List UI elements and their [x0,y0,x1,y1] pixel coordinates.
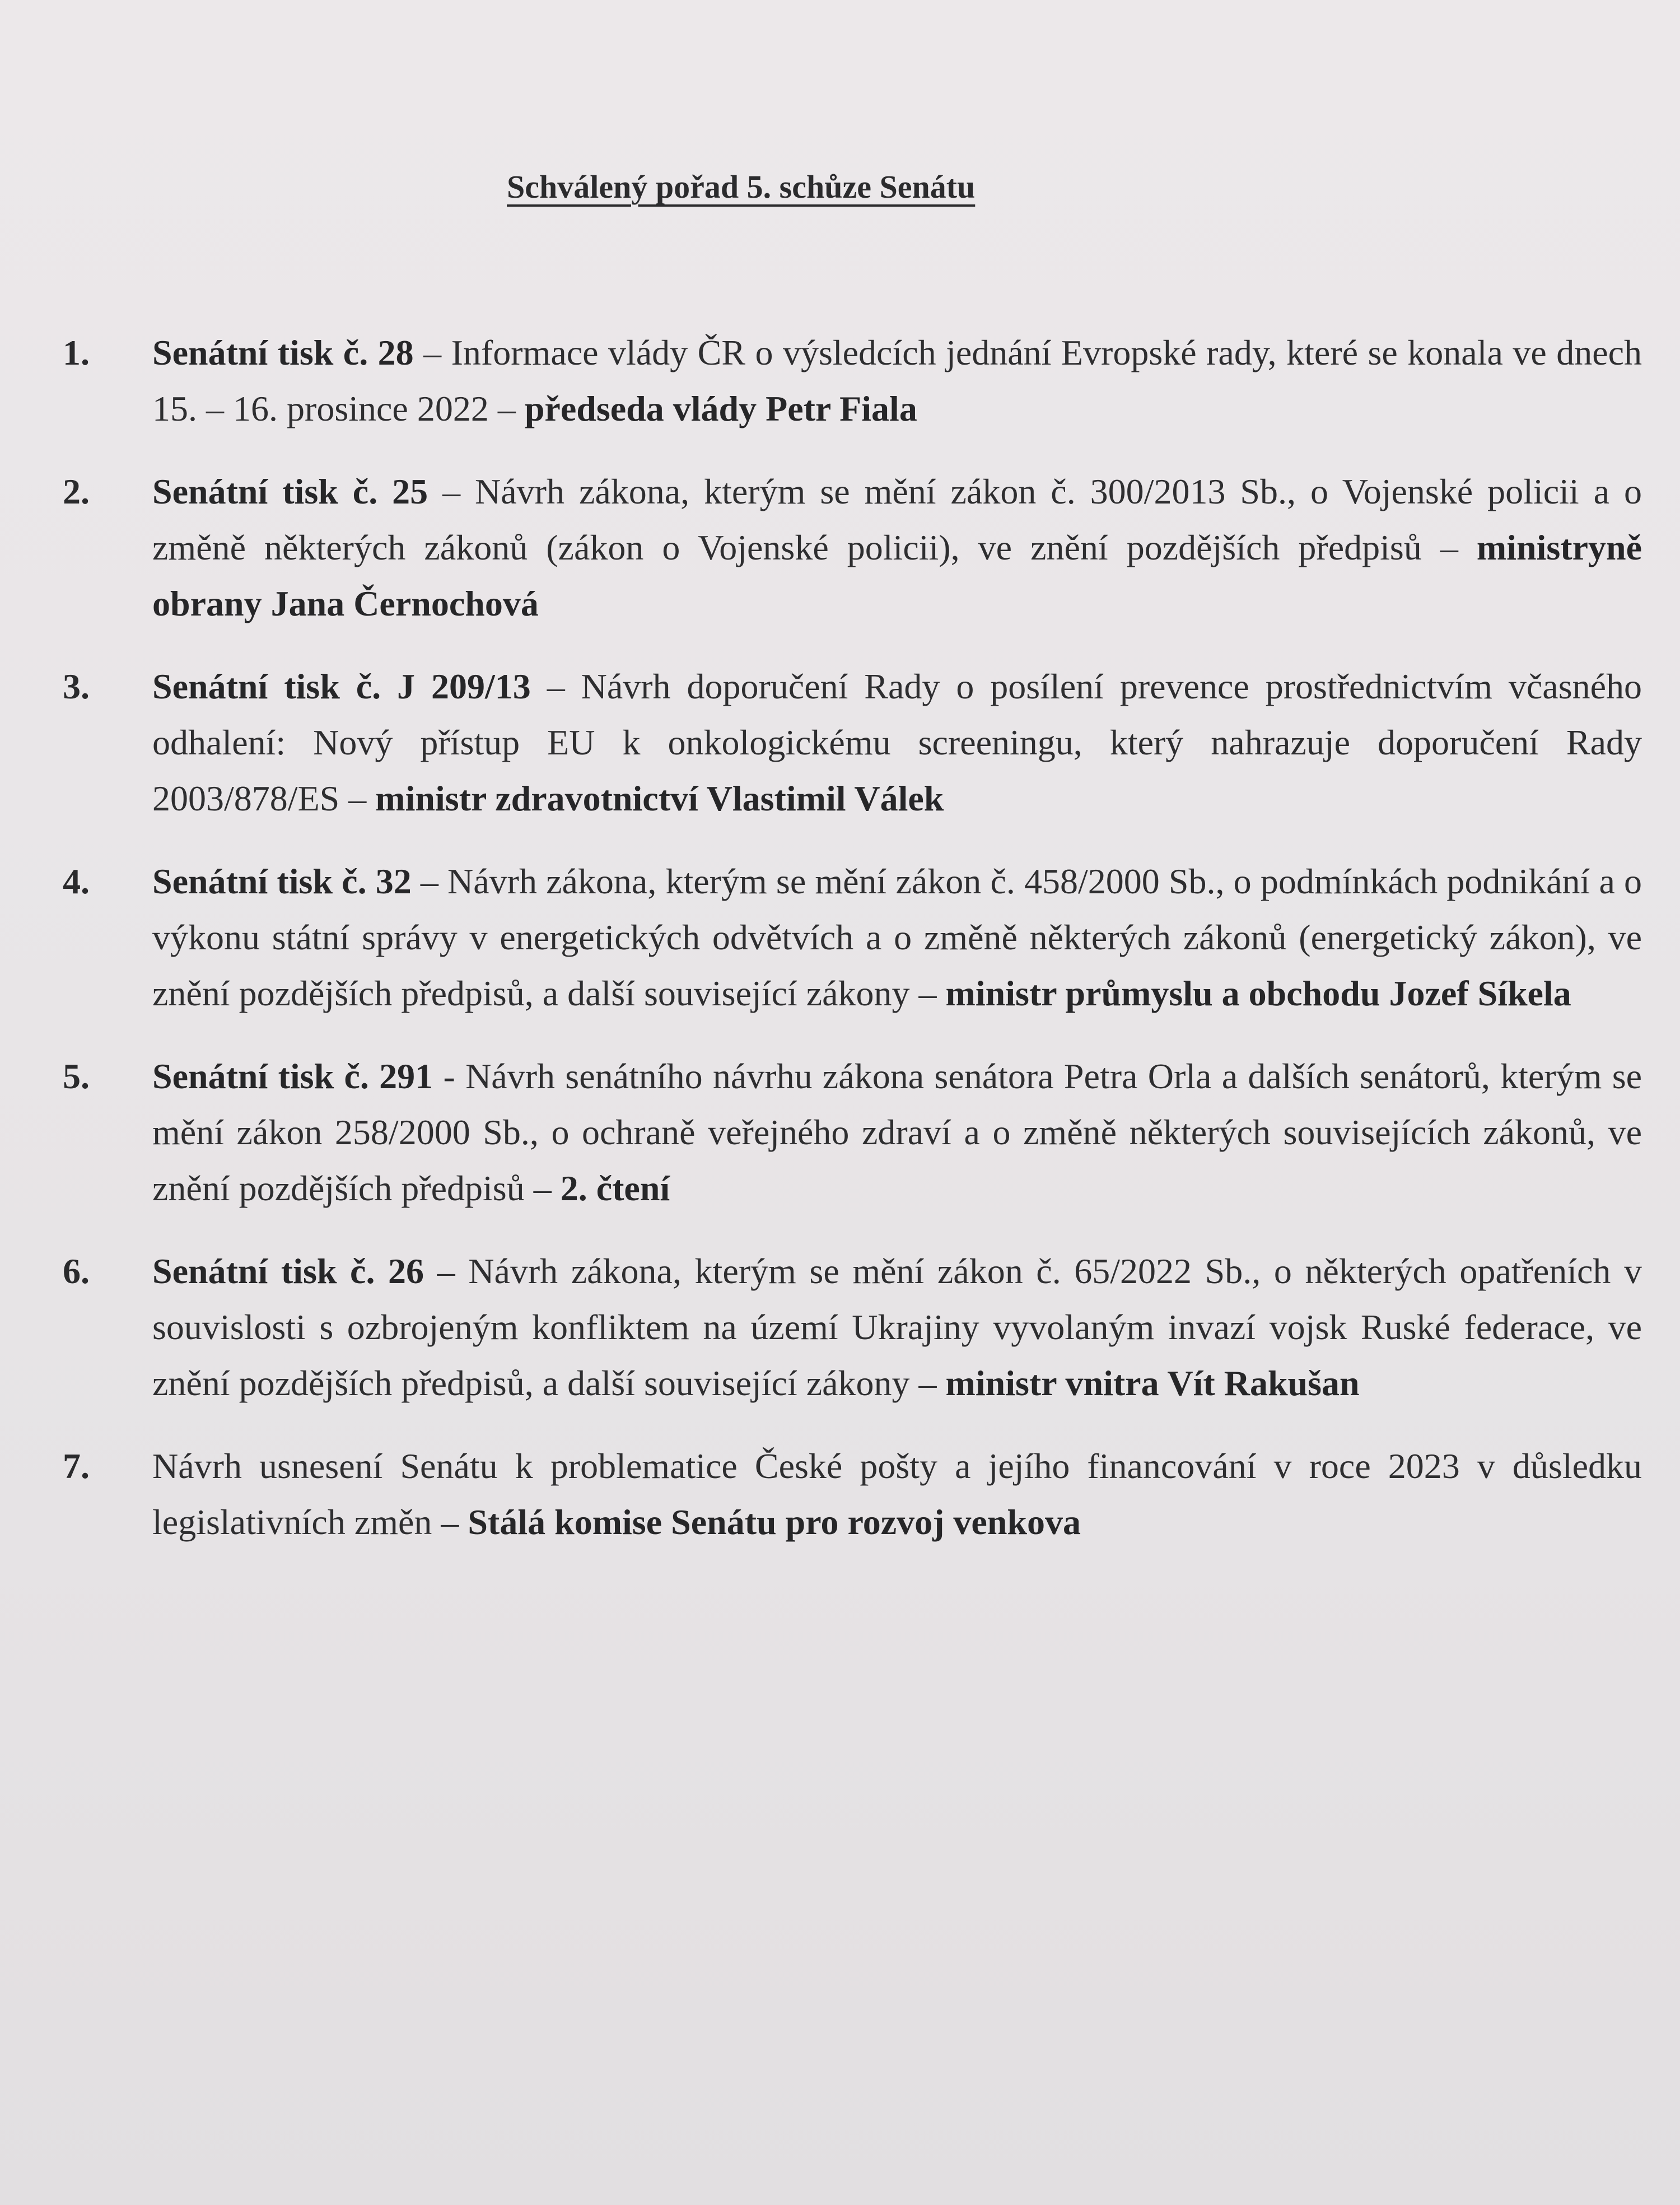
item-print-ref: Senátní tisk č. 32 [152,861,412,901]
page-title: Schválený pořad 5. schůze Senátu [507,169,976,205]
item-text: Návrh usnesení Senátu k problematice České pošty a jejího financování v roce 2023 v důsledku legislativních změn – [152,1446,1642,1542]
agenda-list [0,325,1680,1577]
item-presenter: 2. čtení [560,1168,670,1208]
agenda-item [0,1243,1642,1411]
item-print-ref: Senátní tisk č. J 209/13 [152,666,531,706]
item-presenter: ministr průmyslu a obchodu Jozef Síkela [945,973,1571,1013]
item-print-ref: Senátní tisk č. 26 [152,1251,424,1291]
item-number: 4. [63,861,90,901]
item-number: 1. [63,333,90,372]
item-text: – Návrh zákona, kterým se mění zákon č. 458/2000 Sb., o podmínkách podnikání a o výkonu státní správy v energetických odvětvích a o změně některých zákonů (energetický zákon), ve znění pozdějších předpisů, a další související zákony – [152,861,1642,1013]
item-presenter: ministr vnitra Vít Rakušan [945,1363,1360,1403]
item-text: – Návrh zákona, kterým se mění zákon č. 65/2022 Sb., o některých opatřeních v souvislosti s ozbrojeným konfliktem na území Ukrajiny vyvolaným invazí vojsk Ruské federace, ve znění pozdějších předpisů, a další související zákony – [152,1251,1642,1403]
agenda-item [0,1048,1642,1216]
item-presenter: ministr zdravotnictví Vlastimil Válek [375,778,944,818]
item-text: - Návrh senátního návrhu zákona senátora Petra Orla a dalších senátorů, kterým se mění zákon 258/2000 Sb., o ochraně veřejného zdraví a o změně některých souvisejících zákonů, ve znění pozdějších předpisů – [152,1056,1642,1208]
item-presenter: Stálá komise Senátu pro rozvoj venkova [468,1502,1081,1542]
item-text: – Informace vlády ČR o výsledcích jednání Evropské rady, které se konala ve dnech 15. – 16. prosince 2022 – [152,333,1642,428]
item-number: 7. [63,1446,90,1486]
item-number: 3. [63,666,90,706]
agenda-item [0,1438,1642,1550]
item-number: 5. [63,1056,90,1096]
item-print-ref: Senátní tisk č. 25 [152,472,428,511]
item-number: 6. [63,1251,90,1291]
item-number: 2. [63,472,90,511]
agenda-item [0,854,1642,1022]
item-text: – Návrh doporučení Rady o posílení prevence prostřednictvím včasného odhalení: Nový přístup EU k onkologickému screeningu, který nahrazuje doporučení Rady 2003/878/ES – [152,666,1642,818]
item-presenter: ministryně obrany Jana Černochová [152,528,1642,623]
item-text: – Návrh zákona, kterým se mění zákon č. 300/2013 Sb., o Vojenské policii a o změně některých zákonů (zákon o Vojenské policii), ve znění pozdějších předpisů – [152,472,1642,567]
agenda-item [0,659,1642,827]
item-presenter: předseda vlády Petr Fiala [524,389,917,428]
item-print-ref: Senátní tisk č. 291 [152,1056,433,1096]
agenda-item [0,325,1642,437]
agenda-item [0,464,1642,632]
item-print-ref: Senátní tisk č. 28 [152,333,414,372]
